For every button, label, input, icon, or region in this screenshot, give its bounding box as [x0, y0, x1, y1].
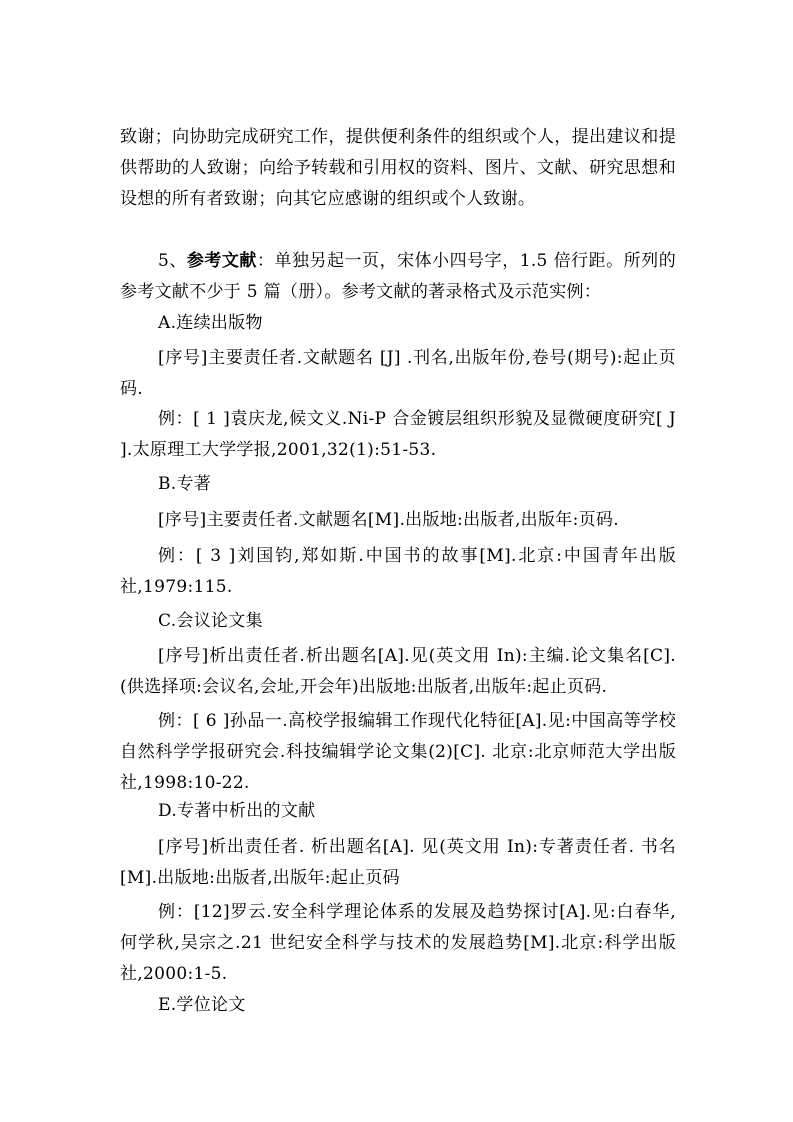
section-c-heading: C.会议论文集 [158, 611, 263, 631]
item-number: 5、 [158, 251, 187, 271]
section-d-example: 例：[12]罗云.安全科学理论体系的发展及趋势探讨[A].见:白春华,何学秋,吴宗之.21 世纪安全科学与技术的发展趋势[M].北京:科学出版社,2000:1-5. [120, 902, 676, 984]
acknowledgement-paragraph: 致谢；向协助完成研究工作，提供便利条件的组织或个人，提出建议和提供帮助的人致谢；向给予转载和引用权的资料、图片、文献、研究思想和设想的所有者致谢；向其它应感谢的组织或个人致谢。 [120, 127, 676, 209]
references-rule-paragraph [120, 246, 676, 308]
references-rule-text: ：单独另起一页，宋体小四号字，1.5 倍行距。所列的参考文献不少于 5 篇（册）。参考文献的著录格式及示范实例： [120, 251, 676, 302]
section-a-format: [序号]主要责任者.文献题名 [J] .刊名,出版年份,卷号(期号):起止页码. [120, 348, 676, 399]
section-c-example: 例：[ 6 ]孙品一.高校学报编辑工作现代化特征[A].见:中国高等学校自然科学学报研究会.科技编辑学论文集(2)[C]. 北京:北京师范大学出版社,1998:10-22. [120, 711, 676, 793]
section-d-heading: D.专著中析出的文献 [158, 801, 316, 821]
section-c-format: [序号]析出责任者.析出题名[A].见(英文用 In):主编.论文集名[C].(供选择项:会议名,会址,开会年)出版地:出版者,出版年:起止页码. [120, 646, 676, 697]
section-a-heading: A.连续出版物 [158, 313, 263, 333]
section-e-heading: E.学位论文 [158, 995, 246, 1015]
section-b-format: [序号]主要责任者.文献题名[M].出版地:出版者,出版年:页码. [158, 510, 619, 530]
references-heading: 参考文献 [186, 251, 257, 271]
section-a-example: 例：[ 1 ]袁庆龙,候文义.Ni-P 合金镀层组织形貌及显微硬度研究[ J ].太原理工大学学报,2001,32(1):51-53. [120, 409, 676, 460]
section-b-heading: B.专著 [158, 474, 212, 494]
section-d-format: [序号]析出责任者. 析出题名[A]. 见(英文用 In):专著责任者. 书名[M].出版地:出版者,出版年:起止页码 [120, 837, 676, 888]
section-b-example: 例：[ 3 ]刘国钧,郑如斯.中国书的故事[M].北京:中国青年出版社,1979:115. [120, 546, 676, 597]
